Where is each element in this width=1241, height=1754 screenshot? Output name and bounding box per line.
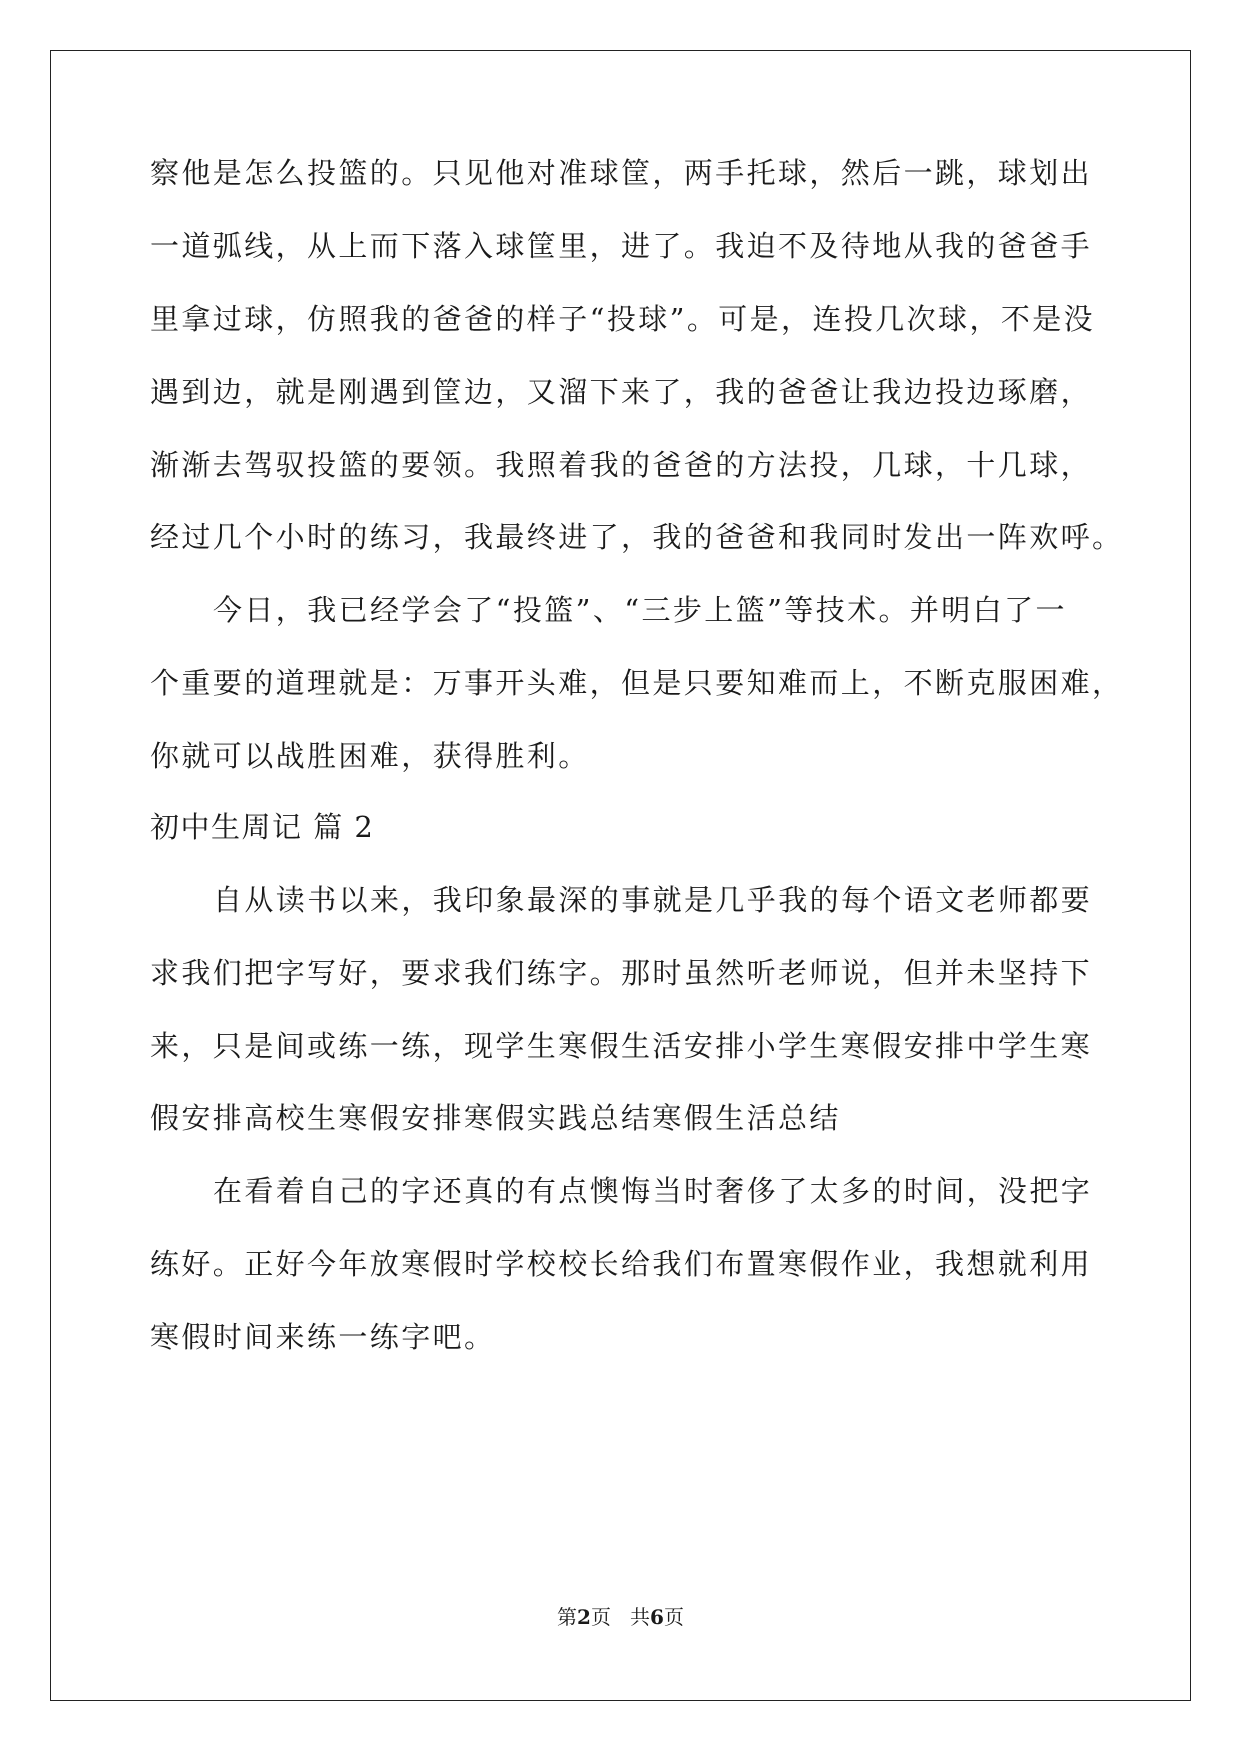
text-line: 里拿过球，仿照我的爸爸的样子“投球”。可是，连投几次球，不是没 (150, 302, 1096, 336)
text-line: 遇到边，就是刚遇到筐边，又溜下来了，我的爸爸让我边投边琢磨， (150, 375, 1093, 409)
text-line: 经过几个小时的练习，我最终进了，我的爸爸和我同时发出一阵欢呼。 (150, 520, 1124, 554)
text-line: 来，只是间或练一练，现学生寒假生活安排小学生寒假安排中学生寒 (150, 1029, 1093, 1063)
text-line: 渐渐去驾驭投篮的要领。我照着我的爸爸的方法投，几球，十几球， (150, 448, 1093, 482)
paragraph-first-line: 自从读书以来，我印象最深的事就是几乎我的每个语文老师都要 (213, 883, 1093, 917)
text-line: 寒假时间来练一练字吧。 (150, 1320, 496, 1354)
text-line: 你就可以战胜困难，获得胜利。 (150, 739, 590, 773)
page-total-number: 6 (650, 1605, 664, 1629)
text-line: 求我们把字写好，要求我们练字。那时虽然听老师说，但并未坚持下 (150, 956, 1093, 990)
text-line: 一道弧线，从上而下落入球筐里，进了。我迫不及待地从我的爸爸手 (150, 229, 1093, 263)
text-line: 个重要的道理就是：万事开头难，但是只要知难而上，不断克服困难， (150, 666, 1124, 700)
text-line: 察他是怎么投篮的。只见他对准球筐，两手托球，然后一跳，球划出 (150, 156, 1093, 190)
page-mid: 页 共 (590, 1605, 651, 1629)
page-prefix: 第 (557, 1605, 578, 1629)
text-line: 假安排高校生寒假安排寒假实践总结寒假生活总结 (150, 1101, 841, 1135)
page-border (50, 50, 1191, 1701)
page-footer (0, 1605, 1241, 1629)
text-line: 练好。正好今年放寒假时学校校长给我们布置寒假作业，我想就利用 (150, 1247, 1093, 1281)
page-current-number: 2 (577, 1605, 591, 1629)
paragraph-first-line: 在看着自己的字还真的有点懊悔当时奢侈了太多的时间，没把字 (213, 1174, 1093, 1208)
paragraph-first-line: 今日，我已经学会了“投篮”、“三步上篮”等技术。并明白了一 (213, 593, 1067, 627)
section-heading: 初中生周记 篇 2 (150, 810, 375, 844)
page-suffix: 页 (663, 1605, 684, 1629)
